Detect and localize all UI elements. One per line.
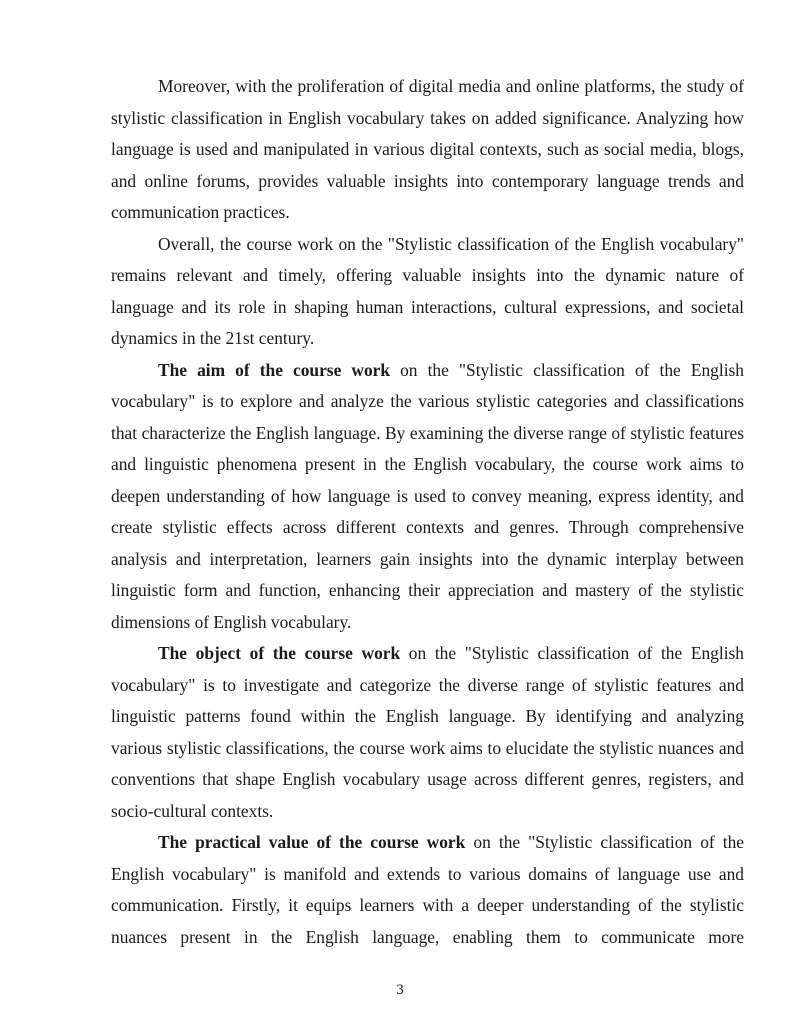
- paragraph-text: on the "Stylistic classification of the English vocabulary" is to explore and analyze the various stylistic categories and classifications that characterize the English language. By examining the diverse range of stylistic features and linguistic phenomena present in the English vocabulary, the course work aims to deepen understanding of how language is used to convey meaning, express identity, and create stylistic effects across different contexts and genres. Through comprehensive analysis and interpretation, learners gain insights into the dynamic interplay between linguistic form and function, enhancing their appreciation and mastery of the stylistic dimensions of English vocabulary.: [111, 359, 744, 632]
- paragraph-text: on the "Stylistic classification of the English vocabulary" is manifold and extends to various domains of language use and communication. Firstly, it equips learners with a deeper understanding of the stylistic nuances present in the English language, enabling them to communicate more: [111, 832, 744, 947]
- paragraph-object: [111, 638, 744, 827]
- paragraph-practical-value: [111, 827, 744, 953]
- paragraph-overall: [111, 229, 744, 355]
- paragraph-text: Overall, the course work on the "Stylistic classification of the English vocabulary" remains relevant and timely, offering valuable insights into the dynamic nature of language and its role in shaping human interactions, cultural expressions, and societal dynamics in the 21st century.: [111, 233, 744, 348]
- paragraph-lead-practical-value: The practical value of the course work: [158, 832, 466, 852]
- paragraph-aim: [111, 355, 744, 639]
- paragraph-text: Moreover, with the proliferation of digital media and online platforms, the study of stylistic classification in English vocabulary takes on added significance. Analyzing how language is used and manipulated in various digital contexts, such as social media, blogs, and online forums, provides valuable insights into contemporary language trends and communication practices.: [111, 76, 744, 222]
- document-page: [111, 71, 744, 953]
- page-number: 3: [396, 982, 404, 998]
- paragraph-digital-media: [111, 71, 744, 229]
- paragraph-text: on the "Stylistic classification of the English vocabulary" is to investigate and categorize the diverse range of stylistic features and linguistic patterns found within the English language. By identifying and analyzing various stylistic classifications, the course work aims to elucidate the stylistic nuances and conventions that shape English vocabulary usage across different genres, registers, and socio-cultural contexts.: [111, 643, 744, 821]
- paragraph-lead-aim: The aim of the course work: [158, 359, 391, 380]
- paragraph-lead-object: The object of the course work: [158, 643, 401, 663]
